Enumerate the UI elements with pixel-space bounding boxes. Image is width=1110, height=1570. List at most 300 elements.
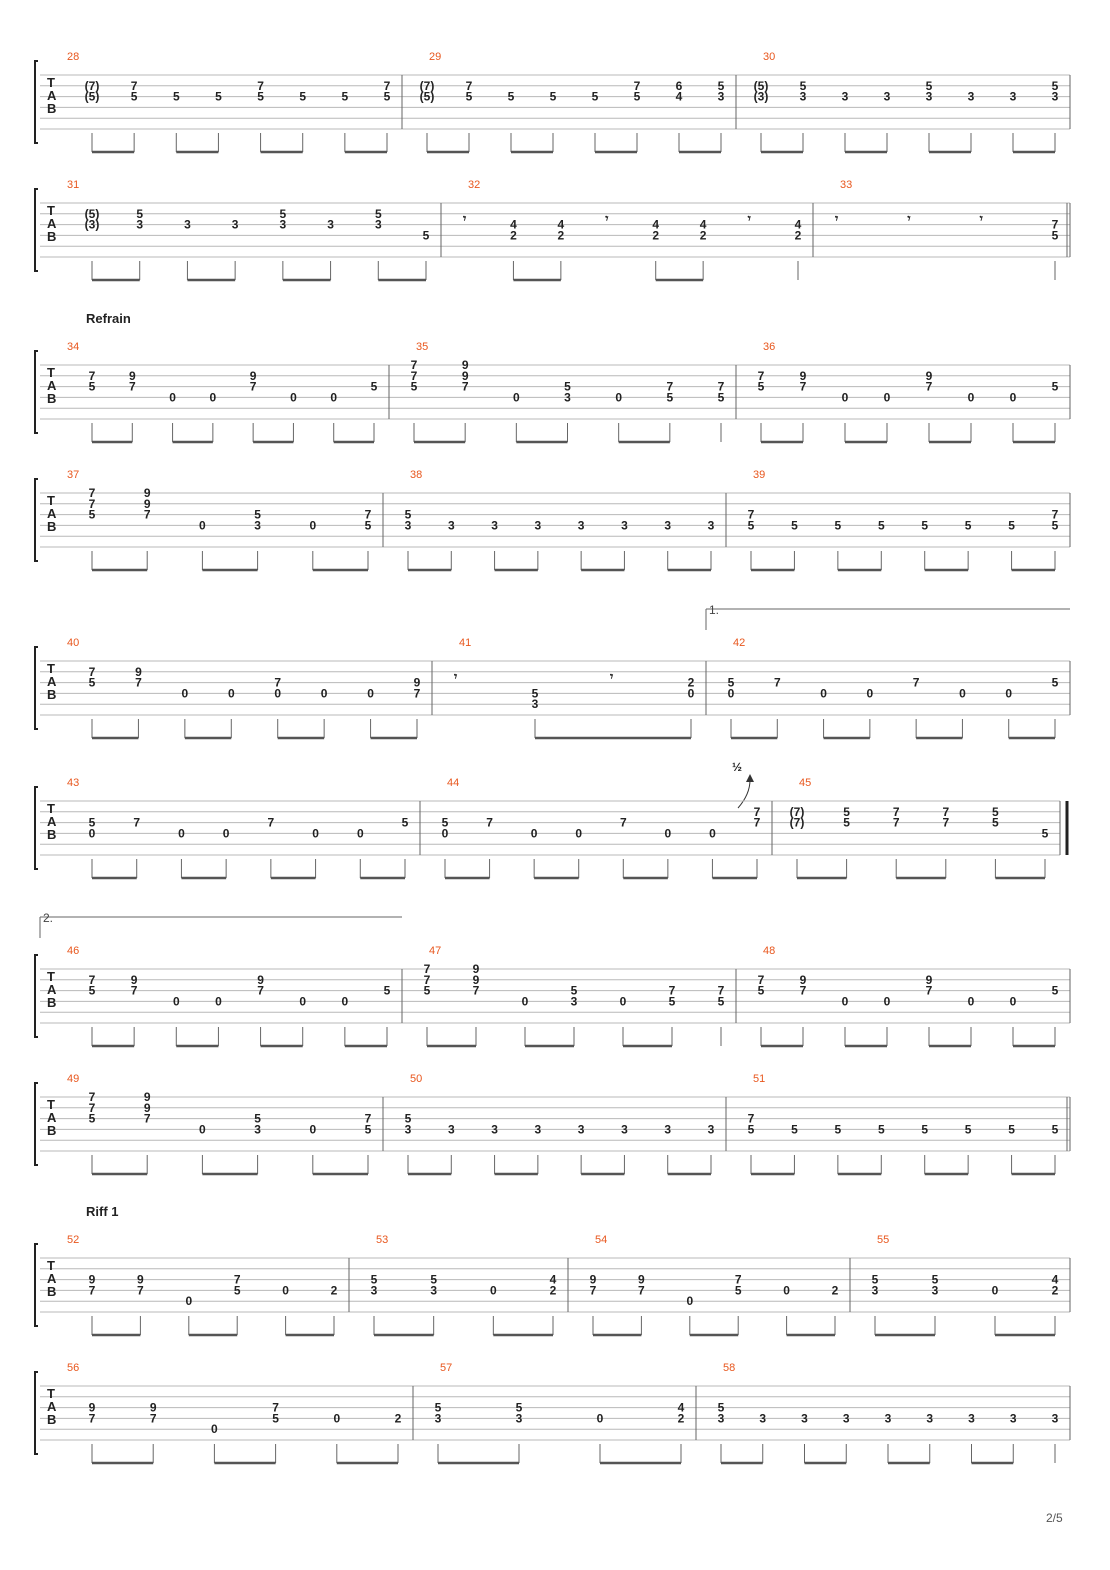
- fret-number: 7: [257, 983, 264, 998]
- measure-number: 35: [416, 341, 429, 353]
- measure-number: 39: [753, 469, 766, 481]
- fret-number: 3: [759, 1411, 767, 1426]
- fret-number: 5: [370, 379, 378, 394]
- measure-number: 43: [67, 777, 80, 789]
- fret-number: 2: [549, 1283, 557, 1298]
- tab-staff: [35, 1362, 1070, 1463]
- fret-number: 2: [330, 1283, 338, 1298]
- system-bracket: [35, 61, 38, 143]
- fret-number: 9: [257, 972, 264, 987]
- fret-number: 5: [1051, 78, 1059, 93]
- fret-number: (7): [84, 78, 100, 93]
- fret-number: 3: [374, 217, 382, 232]
- fret-number: 7: [668, 983, 676, 998]
- fret-number: 5: [422, 228, 430, 243]
- fret-number: 5: [992, 804, 999, 819]
- fret-number: 9: [472, 962, 480, 976]
- fret-number: 7: [619, 815, 627, 830]
- fret-number: 7: [364, 507, 372, 522]
- fret-number: 0: [967, 994, 975, 1009]
- fret-number: 0: [367, 686, 374, 701]
- tab-clef-letter: A: [47, 1271, 57, 1286]
- fret-number: 5: [931, 1272, 939, 1287]
- fret-number: 0: [309, 1122, 317, 1137]
- tab-clef-letter: A: [47, 88, 57, 103]
- fret-number: 3: [370, 1283, 378, 1298]
- fret-number: 5: [843, 815, 850, 830]
- tab-clef-letter: B: [47, 1412, 57, 1427]
- measure-number: 47: [429, 945, 442, 957]
- section-label-refrain: Refrain: [86, 311, 131, 326]
- measure-number: 44: [447, 777, 460, 789]
- fret-number: 7: [135, 675, 142, 690]
- fret-number: 5: [383, 983, 391, 998]
- fret-number: 5: [757, 379, 765, 394]
- measure-number: 55: [877, 1234, 890, 1246]
- fret-number: 0: [199, 518, 206, 533]
- rest: 𝄾: [454, 669, 458, 684]
- fret-number: 5: [747, 518, 755, 533]
- fret-number: 5: [843, 804, 850, 819]
- fret-number: 0: [320, 686, 328, 701]
- fret-number: 7: [942, 804, 950, 819]
- tab-clef-letter: A: [47, 674, 57, 689]
- fret-number: 5: [871, 1272, 879, 1287]
- fret-number: 0: [615, 390, 623, 405]
- fret-number: 9: [149, 1400, 157, 1415]
- fret-number: 9: [589, 1272, 597, 1287]
- volta-label-2: 2.: [43, 911, 54, 925]
- fret-number: 5: [404, 507, 412, 522]
- fret-number: 7: [272, 1400, 279, 1415]
- tab-clef-letter: B: [47, 229, 57, 244]
- fret-number: 7: [773, 675, 781, 690]
- fret-number: 9: [461, 358, 469, 372]
- fret-number: 3: [1051, 89, 1059, 104]
- fret-number: 5: [401, 815, 409, 830]
- fret-number: 0: [686, 1294, 694, 1309]
- fret-number: 5: [791, 1122, 798, 1137]
- measure-number: 48: [763, 945, 776, 957]
- fret-number: 3: [664, 518, 672, 533]
- fret-number: 7: [267, 815, 275, 830]
- fret-number: 0: [959, 686, 966, 701]
- fret-number: 0: [783, 1283, 790, 1298]
- fret-number: 5: [88, 379, 96, 394]
- fret-number: (5): [84, 89, 100, 104]
- fret-number: 0: [299, 994, 307, 1009]
- fret-number: 0: [227, 686, 235, 701]
- fret-number: 3: [279, 217, 287, 232]
- fret-number: 7: [589, 1283, 597, 1298]
- fret-number: 5: [791, 518, 798, 533]
- measure-number: 36: [763, 341, 776, 353]
- fret-number: 7: [149, 1411, 157, 1426]
- fret-number: 7: [88, 486, 96, 500]
- fret-number: 5: [88, 675, 96, 690]
- fret-number: 0: [178, 826, 185, 841]
- fret-number: 9: [413, 675, 421, 690]
- fret-number: 5: [564, 379, 571, 394]
- fret-number: 0: [172, 994, 180, 1009]
- fret-number: 7: [88, 496, 96, 511]
- fret-number: 5: [1051, 518, 1059, 533]
- fret-number: 5: [364, 1122, 372, 1137]
- tab-clef-letter: T: [47, 75, 55, 90]
- fret-number: 5: [717, 390, 725, 405]
- measure-number: 40: [67, 637, 80, 649]
- fret-number: 7: [747, 507, 755, 522]
- fret-number: 0: [967, 390, 975, 405]
- fret-number: 0: [441, 826, 449, 841]
- fret-number: 4: [510, 217, 517, 232]
- fret-number: 5: [364, 518, 372, 533]
- fret-number: 9: [143, 1090, 151, 1104]
- fret-number: 5: [441, 815, 449, 830]
- fret-number: 7: [799, 379, 807, 394]
- fret-number: 3: [564, 390, 571, 405]
- fret-number: 5: [1008, 1122, 1015, 1137]
- fret-number: 5: [88, 815, 96, 830]
- measure-number: 30: [763, 51, 776, 63]
- tab-clef-letter: T: [47, 801, 55, 816]
- fret-number: 5: [1051, 983, 1059, 998]
- fret-number: 3: [968, 1411, 975, 1426]
- volta-bracket-2: [40, 911, 402, 938]
- system-bracket: [35, 1244, 38, 1326]
- fret-number: 9: [472, 972, 480, 987]
- fret-number: 7: [638, 1283, 645, 1298]
- measure-number: 46: [67, 945, 80, 957]
- tab-staff: [35, 1234, 1070, 1335]
- fret-number: 5: [666, 390, 674, 405]
- fret-number: 2: [699, 228, 707, 243]
- section-label-riff-1: Riff 1: [86, 1204, 119, 1219]
- fret-number: 7: [88, 664, 96, 679]
- rest: 𝄾: [463, 211, 467, 226]
- fret-number: (3): [753, 89, 769, 104]
- fret-number: 0: [727, 686, 735, 701]
- fret-number: 7: [423, 962, 431, 976]
- fret-number: 9: [799, 368, 807, 383]
- rest: 𝄾: [907, 211, 911, 226]
- fret-number: 0: [512, 390, 520, 405]
- fret-number: 3: [434, 1411, 442, 1426]
- fret-number: 5: [717, 1400, 725, 1415]
- fret-number: 0: [530, 826, 538, 841]
- tab-clef-letter: T: [47, 661, 55, 676]
- tab-clef-letter: A: [47, 1399, 57, 1414]
- fret-number: 7: [413, 686, 421, 701]
- fret-number: 9: [638, 1272, 645, 1287]
- fret-number: 0: [282, 1283, 289, 1298]
- fret-number: 5: [272, 1411, 279, 1426]
- fret-number: 5: [88, 983, 96, 998]
- fret-number: 5: [430, 1272, 438, 1287]
- fret-number: 3: [447, 1122, 455, 1137]
- fret-number: 3: [534, 1122, 542, 1137]
- tab-staff: [35, 945, 1070, 1046]
- fret-number: (5): [419, 89, 435, 104]
- fret-number: 5: [570, 983, 578, 998]
- measure-number: 45: [799, 777, 812, 789]
- fret-number: 5: [799, 78, 807, 93]
- fret-number: (5): [84, 206, 100, 221]
- fret-number: 5: [747, 1122, 755, 1137]
- rest: 𝄾: [747, 211, 751, 226]
- tab-clef-letter: B: [47, 101, 57, 116]
- fret-number: 7: [912, 675, 920, 690]
- fret-number: 3: [231, 217, 239, 232]
- fret-number: 5: [88, 507, 96, 522]
- fret-number: 0: [209, 390, 217, 405]
- volta-label-1: 1.: [709, 603, 720, 617]
- measure-number: 31: [67, 179, 80, 191]
- measure-number: 38: [410, 469, 423, 481]
- measure-number: 51: [753, 1073, 766, 1085]
- fret-number: 7: [734, 1272, 742, 1287]
- measure-number: 37: [67, 469, 80, 481]
- fret-number: 4: [557, 217, 565, 232]
- fret-number: 3: [707, 1122, 715, 1137]
- tab-staff: [35, 1073, 1070, 1174]
- fret-number: 2: [794, 228, 802, 243]
- measure-number: 58: [723, 1362, 736, 1374]
- fret-number: 7: [233, 1272, 241, 1287]
- fret-number: 7: [465, 78, 473, 93]
- fret-number: 0: [330, 390, 338, 405]
- tab-clef-letter: B: [47, 1123, 57, 1138]
- fret-number: 7: [410, 358, 418, 372]
- fret-number: 0: [274, 686, 282, 701]
- fret-number: 9: [143, 486, 151, 500]
- fret-number: 5: [410, 379, 418, 394]
- fret-number: 0: [709, 826, 716, 841]
- fret-number: 4: [1051, 1272, 1059, 1287]
- fret-number: 7: [717, 983, 725, 998]
- fret-number: 2: [394, 1411, 402, 1426]
- fret-number: 3: [254, 1122, 261, 1137]
- measure-number: 56: [67, 1362, 80, 1374]
- tab-staff: [35, 469, 1070, 570]
- fret-number: 7: [257, 78, 264, 93]
- fret-number: 7: [274, 675, 282, 690]
- fret-number: 0: [169, 390, 176, 405]
- fret-number: 5: [341, 89, 349, 104]
- fret-number: 5: [1008, 518, 1015, 533]
- fret-number: 5: [531, 686, 539, 701]
- tab-staff: [35, 51, 1070, 152]
- fret-number: 5: [215, 89, 222, 104]
- fret-number: 7: [143, 507, 151, 522]
- tab-staff: [35, 179, 1070, 280]
- fret-number: 0: [309, 518, 317, 533]
- fret-number: 0: [489, 1283, 497, 1298]
- fret-number: 3: [883, 89, 891, 104]
- fret-number: 4: [677, 1400, 685, 1415]
- tab-staff: [35, 341, 1070, 442]
- fret-number: 4: [794, 217, 802, 232]
- measure-number: 57: [440, 1362, 453, 1374]
- fret-number: 5: [1041, 826, 1049, 841]
- fret-number: 0: [619, 994, 627, 1009]
- tab-clef-letter: A: [47, 378, 57, 393]
- fret-number: 9: [137, 1272, 144, 1287]
- fret-number: 7: [892, 815, 900, 830]
- fret-number: 3: [515, 1411, 523, 1426]
- fret-number: 2: [677, 1411, 685, 1426]
- fret-number: 0: [841, 994, 849, 1009]
- fret-number: 5: [374, 206, 382, 221]
- fret-number: 5: [423, 983, 431, 998]
- fret-number: 3: [491, 518, 498, 533]
- fret-number: 0: [215, 994, 222, 1009]
- fret-number: 0: [185, 1294, 193, 1309]
- fret-number: 0: [521, 994, 529, 1009]
- fret-number: 3: [925, 89, 933, 104]
- fret-number: 3: [491, 1122, 498, 1137]
- tab-clef-letter: A: [47, 982, 57, 997]
- fret-number: 9: [799, 972, 807, 987]
- fret-number: 0: [199, 1122, 206, 1137]
- measure-number: 32: [468, 179, 481, 191]
- fret-number: 3: [1009, 1411, 1017, 1426]
- tab-clef-letter: B: [47, 687, 57, 702]
- fret-number: 3: [254, 518, 261, 533]
- fret-number: (7): [419, 78, 435, 93]
- fret-number: 3: [717, 1411, 725, 1426]
- measure-number: 53: [376, 1234, 389, 1246]
- fret-number: 0: [596, 1411, 604, 1426]
- fret-number: 2: [557, 228, 565, 243]
- fret-number: 9: [461, 368, 469, 383]
- fret-number: 5: [633, 89, 641, 104]
- fret-number: 7: [666, 379, 674, 394]
- fret-number: 7: [925, 983, 933, 998]
- fret-number: 0: [991, 1283, 999, 1298]
- fret-number: 5: [727, 675, 735, 690]
- fret-number: 7: [942, 815, 950, 830]
- fret-number: 7: [130, 78, 138, 93]
- fret-number: 3: [327, 217, 334, 232]
- fret-number: 3: [1009, 89, 1017, 104]
- measure-number: 28: [67, 51, 80, 63]
- page-number: 2/5: [1046, 1511, 1063, 1525]
- fret-number: 0: [687, 686, 695, 701]
- system-bracket: [35, 1372, 38, 1454]
- fret-number: 3: [534, 518, 542, 533]
- fret-number: 3: [707, 518, 715, 533]
- fret-number: 7: [461, 379, 469, 394]
- fret-number: 9: [143, 496, 151, 511]
- measure-number: 42: [733, 637, 746, 649]
- fret-number: 7: [88, 1090, 96, 1104]
- bend-amount: ½: [732, 760, 743, 774]
- tab-clef-letter: T: [47, 1097, 55, 1112]
- fret-number: 5: [254, 1111, 261, 1126]
- fret-number: 0: [820, 686, 827, 701]
- tab-staff: [35, 777, 1067, 878]
- fret-number: 7: [410, 368, 418, 383]
- fret-number: 5: [921, 518, 929, 533]
- fret-number: 2: [831, 1283, 839, 1298]
- fret-number: 7: [757, 972, 765, 987]
- fret-number: 0: [866, 686, 874, 701]
- measure-number: 33: [840, 179, 853, 191]
- fret-number: 3: [842, 1411, 850, 1426]
- fret-number: 9: [88, 1400, 96, 1415]
- fret-number: 3: [531, 697, 539, 712]
- fret-number: 5: [1051, 228, 1059, 243]
- fret-number: 3: [570, 994, 578, 1009]
- fret-number: 5: [834, 1122, 842, 1137]
- fret-number: 3: [871, 1283, 879, 1298]
- fret-number: 9: [143, 1100, 151, 1115]
- system-bracket: [35, 479, 38, 561]
- fret-number: 0: [88, 826, 96, 841]
- fret-number: 5: [1051, 379, 1059, 394]
- fret-number: 7: [143, 1111, 151, 1126]
- fret-number: 0: [841, 390, 849, 405]
- fret-number: 7: [633, 78, 641, 93]
- fret-number: 3: [884, 1411, 892, 1426]
- fret-number: 7: [130, 983, 138, 998]
- fret-number: 3: [184, 217, 191, 232]
- fret-number: 5: [279, 206, 287, 221]
- tab-clef-letter: T: [47, 493, 55, 508]
- system-bracket: [35, 1083, 38, 1165]
- fret-number: 3: [404, 1122, 412, 1137]
- fret-number: 0: [1009, 994, 1017, 1009]
- fret-number: (3): [84, 217, 100, 232]
- fret-number: 4: [652, 217, 660, 232]
- fret-number: 6: [675, 78, 683, 93]
- fret-number: 3: [717, 89, 725, 104]
- fret-number: 0: [312, 826, 319, 841]
- fret-number: 5: [1051, 1122, 1059, 1137]
- fret-number: 7: [1051, 507, 1059, 522]
- rest: 𝄾: [605, 211, 609, 226]
- tab-clef-letter: A: [47, 216, 57, 231]
- fret-number: 7: [925, 379, 933, 394]
- fret-number: 3: [447, 518, 455, 533]
- fret-number: 5: [734, 1283, 742, 1298]
- fret-number: 3: [841, 89, 849, 104]
- fret-number: 3: [801, 1411, 808, 1426]
- fret-number: 5: [877, 1122, 885, 1137]
- fret-number: 5: [549, 89, 557, 104]
- fret-number: 0: [883, 994, 891, 1009]
- fret-number: 7: [133, 815, 141, 830]
- fret-number: 0: [575, 826, 583, 841]
- fret-number: 2: [510, 228, 517, 243]
- tab-clef-letter: B: [47, 995, 57, 1010]
- fret-number: 0: [181, 686, 189, 701]
- fret-number: 5: [136, 206, 144, 221]
- system-bracket: [35, 189, 38, 271]
- fret-number: 0: [664, 826, 672, 841]
- fret-number: 3: [577, 1122, 585, 1137]
- fret-number: 0: [356, 826, 364, 841]
- tab-clef-letter: T: [47, 969, 55, 984]
- fret-number: 4: [549, 1272, 557, 1287]
- fret-number: 0: [341, 994, 349, 1009]
- fret-number: 5: [370, 1272, 378, 1287]
- fret-number: 9: [130, 972, 138, 987]
- fret-number: 0: [290, 390, 297, 405]
- fret-number: 7: [1051, 217, 1059, 232]
- fret-number: 7: [128, 379, 136, 394]
